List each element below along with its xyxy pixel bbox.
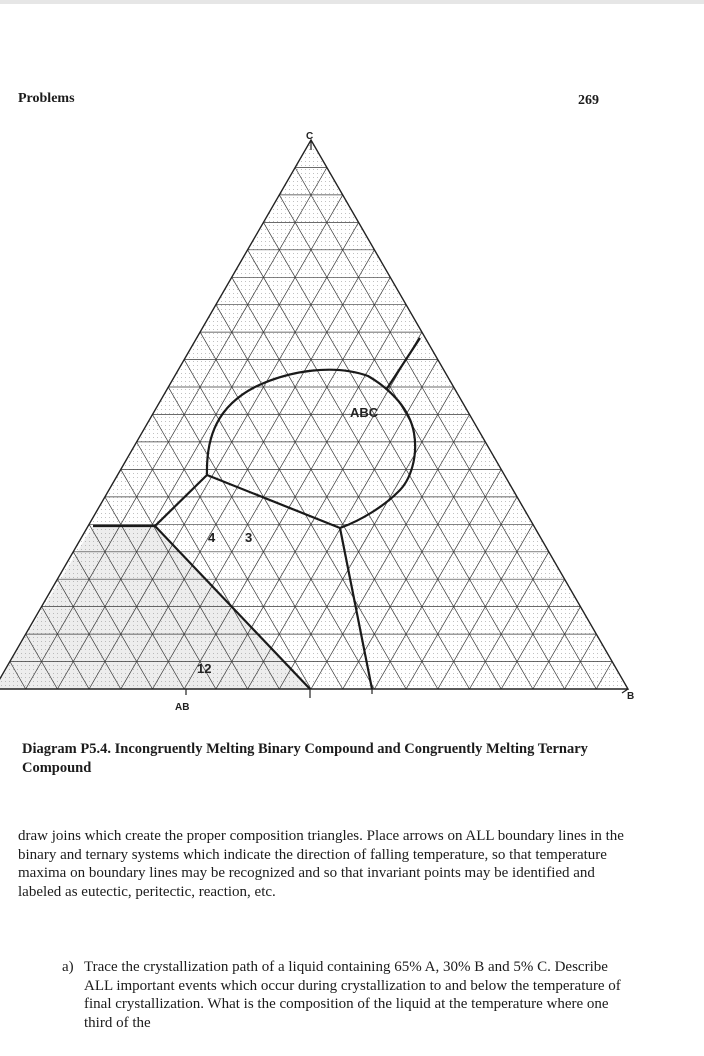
field-label-3: 3 (245, 530, 253, 545)
top-edge-bar (0, 0, 704, 4)
vertex-label-ab: AB (175, 702, 190, 713)
vertex-label-b: B (627, 691, 635, 702)
vertex-label-c: C (306, 131, 314, 142)
page-number: 269 (578, 93, 599, 108)
item-marker: a) (62, 959, 74, 975)
ternary-phase-diagram (0, 128, 704, 728)
body-paragraph: draw joins which create the proper composition triangles. Place arrows on ALL boundary lines in the binary and ternary systems which indicate the direction of falling temperature, so that temperature maxima on boundary lines may be recognized and so that invariant points may be identified and labeled as eutectic, peritectic, reaction, etc. (18, 828, 624, 900)
problem-item-a (62, 958, 622, 1032)
running-head: Problems (18, 91, 75, 106)
caption-text: Incongruently Melting Binary Compound and Congruently Melting Ternary Compound (22, 741, 588, 776)
figure-caption (22, 740, 622, 778)
field-label-12: 12 (197, 661, 212, 676)
field-label-4: 4 (208, 530, 216, 545)
item-text: Trace the crystallization path of a liquid containing 65% A, 30% B and 5% C. Describe ALL important events which occur during crystallization to and below the temperature of final crystallization. What is the composition of the liquid at the temperature where one third of the (84, 959, 621, 1031)
caption-label: Diagram P5.4. (22, 741, 111, 757)
field-label-abc: ABC (350, 405, 379, 420)
